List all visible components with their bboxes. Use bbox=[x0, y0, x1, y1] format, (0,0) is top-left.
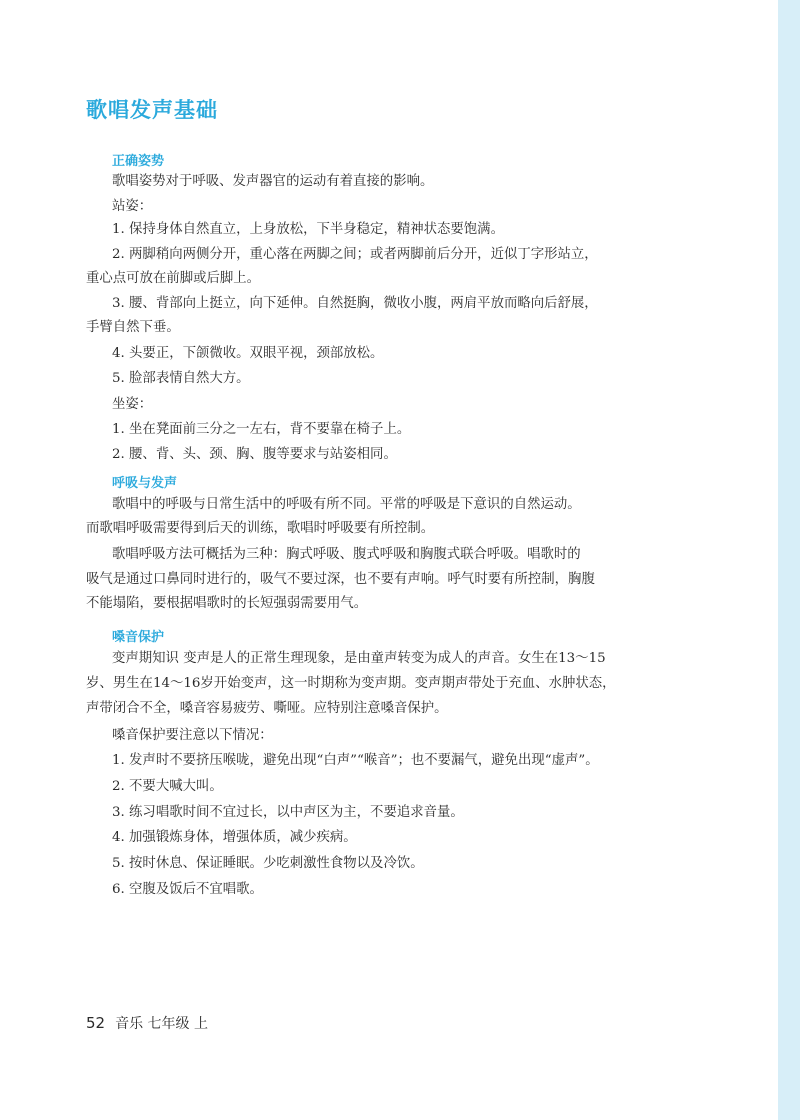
section-heading-voice-care: 嗓音保护 bbox=[112, 630, 165, 645]
voice-care-item-2: 2. 不要大喊大叫。 bbox=[112, 779, 223, 794]
page-number: 52 bbox=[86, 1014, 106, 1032]
page-footer bbox=[86, 1013, 208, 1033]
voice-care-item-6: 6. 空腹及饭后不宜唱歌。 bbox=[112, 882, 263, 897]
voice-care-line-3: 声带闭合不全，嗓音容易疲劳、嘶哑。应特别注意嗓音保护。 bbox=[86, 701, 448, 716]
voice-care-line-4: 嗓音保护要注意以下情况： bbox=[112, 728, 273, 743]
standing-item-2-cont: 重心点可放在前脚或后脚上。 bbox=[86, 271, 261, 286]
standing-item-3-cont: 手臂自然下垂。 bbox=[86, 320, 180, 335]
voice-care-item-3: 3. 练习唱歌时间不宜过长，以中声区为主，不要追求音量。 bbox=[112, 805, 464, 820]
sitting-label: 坐姿： bbox=[112, 397, 153, 412]
breathing-line-3: 歌唱呼吸方法可概括为三种：胸式呼吸、腹式呼吸和胸腹式联合呼吸。唱歌时的 bbox=[112, 547, 581, 562]
standing-item-3: 3. 腰、背部向上挺立，向下延伸。自然挺胸，微收小腹，两肩平放而略向后舒展， bbox=[112, 296, 598, 311]
breathing-line-2: 而歌唱呼吸需要得到后天的训练，歌唱时呼吸要有所控制。 bbox=[86, 521, 435, 536]
voice-care-line-2: 岁、男生在14～16岁开始变声，这一时期称为变声期。变声期声带处于充血、水肿状态， bbox=[86, 676, 616, 691]
voice-care-line-1: 变声期知识 变声是人的正常生理现象，是由童声转变为成人的声音。女生在13～15 bbox=[112, 651, 606, 666]
section-heading-posture: 正确姿势 bbox=[112, 154, 165, 169]
standing-item-1: 1. 保持身体自然直立，上身放松，下半身稳定，精神状态要饱满。 bbox=[112, 222, 504, 237]
side-color-strip bbox=[778, 0, 800, 1120]
breathing-line-4: 吸气是通过口鼻同时进行的，吸气不要过深，也不要有声响。呼气时要有所控制，胸腹 bbox=[86, 572, 595, 587]
standing-label: 站姿： bbox=[112, 199, 153, 214]
page-title: 歌唱发声基础 bbox=[86, 98, 218, 122]
standing-item-2: 2. 两脚稍向两侧分开，重心落在两脚之间；或者两脚前后分开，近似丁字形站立， bbox=[112, 247, 598, 262]
voice-care-item-4: 4. 加强锻炼身体，增强体质，减少疾病。 bbox=[112, 830, 357, 845]
standing-item-4: 4. 头要正，下颌微收。双眼平视，颈部放松。 bbox=[112, 346, 384, 361]
breathing-line-5: 不能塌陷，要根据唱歌时的长短强弱需要用气。 bbox=[86, 596, 368, 611]
voice-care-item-5: 5. 按时休息、保证睡眠。少吃刺激性食物以及冷饮。 bbox=[112, 856, 424, 871]
book-title: 音乐 七年级 上 bbox=[115, 1016, 208, 1032]
standing-item-5: 5. 脸部表情自然大方。 bbox=[112, 371, 250, 386]
section-heading-breathing: 呼吸与发声 bbox=[112, 476, 178, 491]
sitting-item-2: 2. 腰、背、头、颈、胸、腹等要求与站姿相同。 bbox=[112, 447, 397, 462]
posture-intro: 歌唱姿势对于呼吸、发声器官的运动有着直接的影响。 bbox=[112, 174, 434, 189]
sitting-item-1: 1. 坐在凳面前三分之一左右，背不要靠在椅子上。 bbox=[112, 422, 411, 437]
voice-care-item-1: 1. 发声时不要挤压喉咙，避免出现“白声”“喉音”；也不要漏气，避免出现“虚声”。 bbox=[112, 753, 599, 768]
breathing-line-1: 歌唱中的呼吸与日常生活中的呼吸有所不同。平常的呼吸是下意识的自然运动。 bbox=[112, 497, 581, 512]
